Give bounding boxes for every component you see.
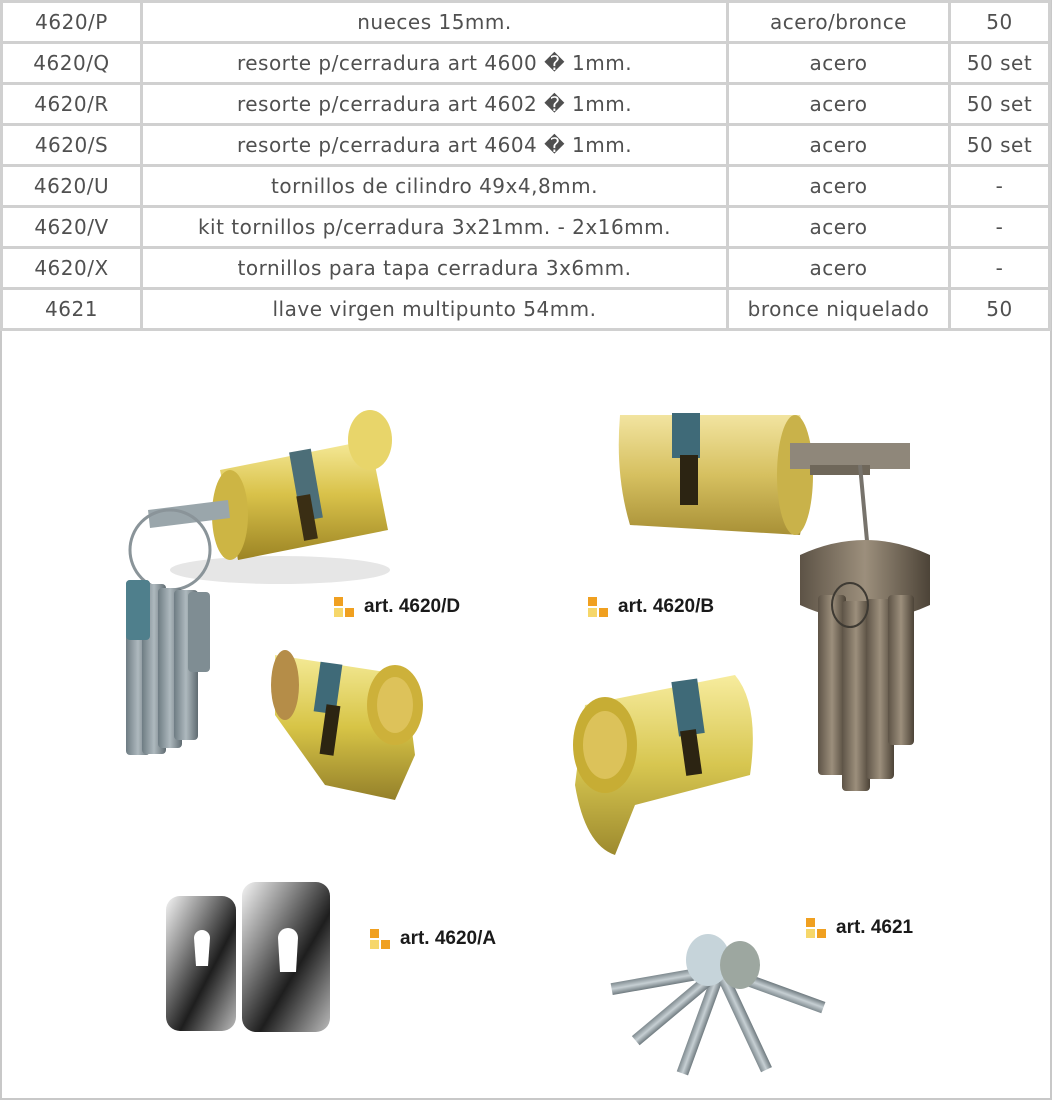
- table-row: [2, 289, 1050, 330]
- cell-code: 4620/V: [2, 207, 142, 248]
- table-row: [2, 84, 1050, 125]
- cell-quantity: -: [950, 248, 1050, 289]
- product-photos: [0, 360, 1048, 1096]
- cell-quantity: 50 set: [950, 84, 1050, 125]
- table-row: [2, 125, 1050, 166]
- label-text: art. 4620/B: [618, 596, 715, 617]
- label-4620-d: [334, 596, 460, 618]
- table-row: [2, 2, 1050, 43]
- cell-code: 4621: [2, 289, 142, 330]
- cell-material: acero/bronce: [728, 2, 950, 43]
- table-row: [2, 248, 1050, 289]
- cell-description: tornillos de cilindro 49x4,8mm.: [142, 166, 728, 207]
- cell-material: acero: [728, 125, 950, 166]
- cell-description: kit tornillos p/cerradura 3x21mm. - 2x16mm.: [142, 207, 728, 248]
- key-blanks-photo: [600, 915, 840, 1085]
- table-row: [2, 43, 1050, 84]
- cell-material: acero: [728, 84, 950, 125]
- cell-code: 4620/Q: [2, 43, 142, 84]
- cell-quantity: 50 set: [950, 43, 1050, 84]
- cell-description: resorte p/cerradura art 4602 � 1mm.: [142, 84, 728, 125]
- bullet-icon: [370, 929, 392, 949]
- label-4620-a: [370, 928, 496, 950]
- cell-code: 4620/S: [2, 125, 142, 166]
- cell-description: nueces 15mm.: [142, 2, 728, 43]
- label-text: art. 4620/A: [400, 928, 497, 949]
- table-row: [2, 166, 1050, 207]
- cylinder-small-photo: [265, 635, 435, 805]
- cell-code: 4620/U: [2, 166, 142, 207]
- label-text: art. 4620/D: [364, 596, 461, 617]
- cell-material: acero: [728, 43, 950, 84]
- cell-quantity: 50: [950, 289, 1050, 330]
- cylinder-large-photo: [565, 665, 765, 865]
- table-row: [2, 207, 1050, 248]
- cell-quantity: -: [950, 166, 1050, 207]
- cell-code: 4620/R: [2, 84, 142, 125]
- cell-description: resorte p/cerradura art 4600 � 1mm.: [142, 43, 728, 84]
- cell-code: 4620/X: [2, 248, 142, 289]
- label-4620-b: [588, 596, 714, 618]
- cell-code: 4620/P: [2, 2, 142, 43]
- label-text: art. 4621: [836, 917, 914, 938]
- cell-quantity: -: [950, 207, 1050, 248]
- cell-quantity: 50 set: [950, 125, 1050, 166]
- cell-quantity: 50: [950, 2, 1050, 43]
- cell-description: resorte p/cerradura art 4604 � 1mm.: [142, 125, 728, 166]
- label-4621: [806, 917, 913, 939]
- bullet-icon: [806, 918, 828, 938]
- cell-description: tornillos para tapa cerradura 3x6mm.: [142, 248, 728, 289]
- cell-description: llave virgen multipunto 54mm.: [142, 289, 728, 330]
- cell-material: acero: [728, 166, 950, 207]
- cell-material: bronce niquelado: [728, 289, 950, 330]
- cell-material: acero: [728, 248, 950, 289]
- escutcheon-photo: [162, 878, 337, 1038]
- spec-table: [0, 0, 1051, 331]
- bullet-icon: [334, 597, 356, 617]
- bullet-icon: [588, 597, 610, 617]
- cell-material: acero: [728, 207, 950, 248]
